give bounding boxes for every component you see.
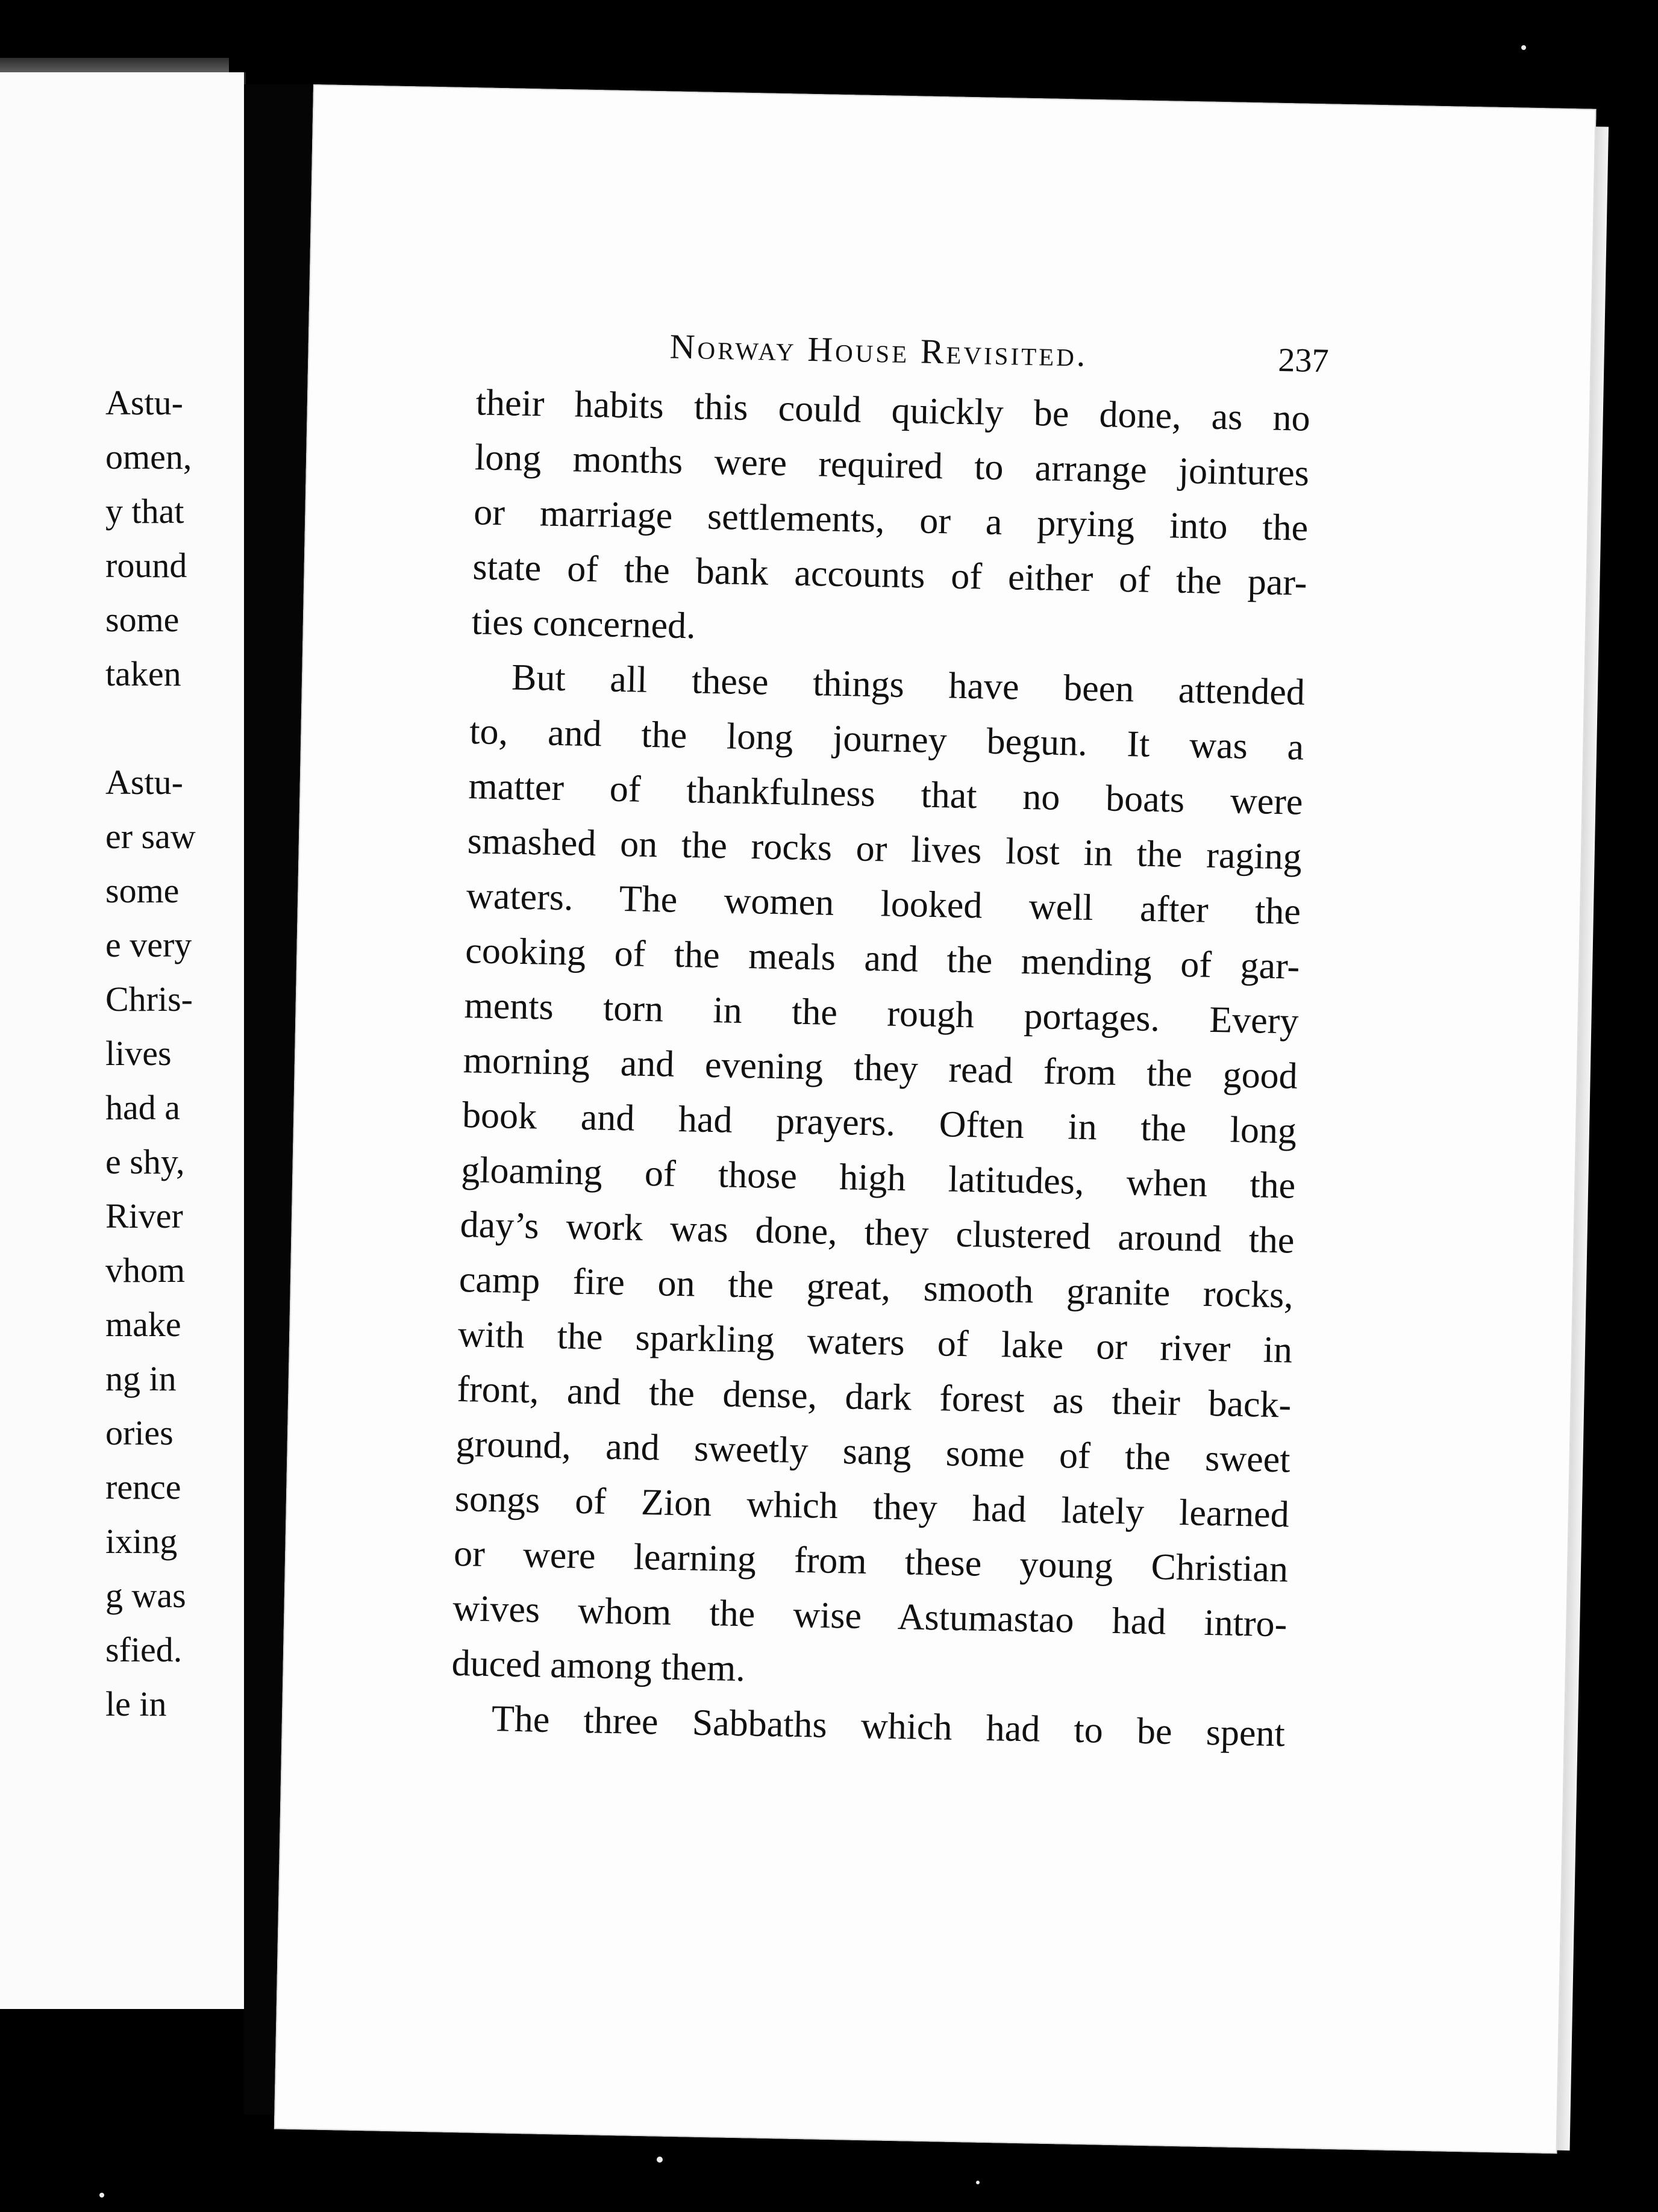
text-line: The three Sabbaths which had to be spent bbox=[491, 1698, 1286, 1755]
left-page-line bbox=[105, 1361, 177, 1396]
left-page-line bbox=[105, 1142, 185, 1181]
text-line: ties concerned. bbox=[471, 601, 696, 647]
left-page-line bbox=[105, 1196, 183, 1236]
scan-speck bbox=[99, 2193, 104, 2198]
text-line: to, and the long journey begun. It was a bbox=[469, 711, 1304, 768]
scan-speck bbox=[1521, 45, 1526, 50]
left-line-text: ories bbox=[105, 1413, 174, 1452]
text-line: smashed on the rocks or lives lost in the raging bbox=[467, 820, 1303, 878]
left-page-line bbox=[105, 1684, 167, 1723]
left-line-text: ng in bbox=[105, 1359, 177, 1398]
left-page-line bbox=[105, 548, 187, 583]
text-line: long months were required to arrange jointures bbox=[474, 437, 1310, 494]
left-line-text: make bbox=[105, 1305, 181, 1344]
left-page-line bbox=[105, 654, 181, 693]
left-line-text: Astu- bbox=[105, 383, 183, 422]
left-line-text: rence bbox=[105, 1467, 181, 1507]
text-line: front, and the dense, dark forest as their back- bbox=[456, 1368, 1292, 1426]
left-page-line bbox=[105, 1090, 180, 1125]
left-page-line bbox=[105, 1253, 185, 1288]
text-line: wives whom the wise Astumastao had intro- bbox=[452, 1587, 1287, 1645]
text-line: book and had prayers. Often in the long bbox=[461, 1095, 1297, 1152]
text-line: duced among them. bbox=[451, 1642, 746, 1690]
left-line-text: had a bbox=[105, 1088, 180, 1127]
text-line: gloaming of those high latitudes, when the bbox=[460, 1149, 1296, 1207]
text-line: ground, and sweetly sang some of the sweet bbox=[455, 1423, 1291, 1481]
left-page-line bbox=[105, 925, 192, 964]
paragraph bbox=[471, 375, 1310, 666]
text-line: morning and evening they read from the good bbox=[463, 1040, 1298, 1097]
text-line: with the sparkling waters of lake or river in bbox=[457, 1314, 1293, 1371]
left-line-text: omen, bbox=[105, 437, 192, 476]
text-line: But all these things have been attended bbox=[511, 657, 1306, 713]
left-page bbox=[0, 72, 246, 2009]
left-line-text: River bbox=[105, 1196, 183, 1236]
left-page-line bbox=[105, 1632, 182, 1667]
left-page-line bbox=[105, 873, 179, 908]
left-page-line bbox=[105, 1524, 177, 1559]
left-line-text: e very bbox=[105, 925, 192, 964]
text-line: waters. The women looked well after the bbox=[466, 875, 1301, 933]
left-page-line bbox=[105, 494, 184, 529]
left-line-text: er saw bbox=[105, 817, 196, 856]
left-line-text: e shy, bbox=[105, 1142, 185, 1181]
right-page bbox=[274, 84, 1597, 2154]
text-line: or marriage settlements, or a prying into the bbox=[473, 492, 1309, 549]
text-line: songs of Zion which they had lately learned bbox=[454, 1478, 1290, 1536]
left-page-line bbox=[105, 602, 179, 637]
text-line: or were learning from these young Christian bbox=[453, 1532, 1289, 1590]
left-page-line bbox=[105, 1467, 181, 1507]
left-line-text: sfied. bbox=[105, 1630, 183, 1669]
text-line: state of the bank accounts of either of the par- bbox=[472, 546, 1308, 604]
left-line-text: ixing bbox=[105, 1522, 178, 1561]
paragraph bbox=[451, 649, 1306, 1707]
left-line-text: taken bbox=[105, 654, 181, 693]
text-line: camp fire on the great, smooth granite rocks, bbox=[458, 1259, 1294, 1316]
left-page-line bbox=[105, 437, 192, 476]
left-line-text: some bbox=[105, 600, 180, 639]
left-line-text: vhom bbox=[105, 1251, 186, 1290]
left-page-line bbox=[105, 1578, 186, 1613]
scan-speck bbox=[657, 2157, 663, 2163]
text-line: ments torn in the rough portages. Every bbox=[464, 985, 1300, 1042]
left-line-text: g was bbox=[105, 1576, 186, 1615]
text-line: cooking of the meals and the mending of gar- bbox=[465, 930, 1300, 987]
left-page-line bbox=[105, 1413, 174, 1452]
left-line-text: le in bbox=[105, 1684, 167, 1723]
left-line-text: round bbox=[105, 546, 187, 585]
text-line: their habits this could quickly be done, as no bbox=[475, 382, 1311, 439]
left-page-line bbox=[105, 1036, 172, 1071]
scan-speck bbox=[976, 2181, 980, 2184]
page-number: 237 bbox=[1277, 341, 1330, 380]
left-page-line bbox=[105, 765, 183, 800]
left-line-text: Chris- bbox=[105, 979, 193, 1019]
left-line-text: lives bbox=[105, 1034, 172, 1073]
left-line-text: y that bbox=[105, 492, 184, 531]
left-page-line bbox=[105, 819, 196, 854]
left-line-text: some bbox=[105, 871, 180, 910]
text-line: matter of thankfulness that no boats were bbox=[468, 766, 1304, 823]
page-body bbox=[450, 375, 1310, 1761]
left-page-line bbox=[105, 979, 193, 1019]
left-page-line bbox=[105, 1307, 181, 1342]
running-head: Norway House Revisited. bbox=[669, 326, 1089, 374]
left-page-line bbox=[105, 383, 183, 422]
text-line: day’s work was done, they clustered around the bbox=[460, 1204, 1295, 1261]
left-line-text: Astu- bbox=[105, 763, 183, 802]
